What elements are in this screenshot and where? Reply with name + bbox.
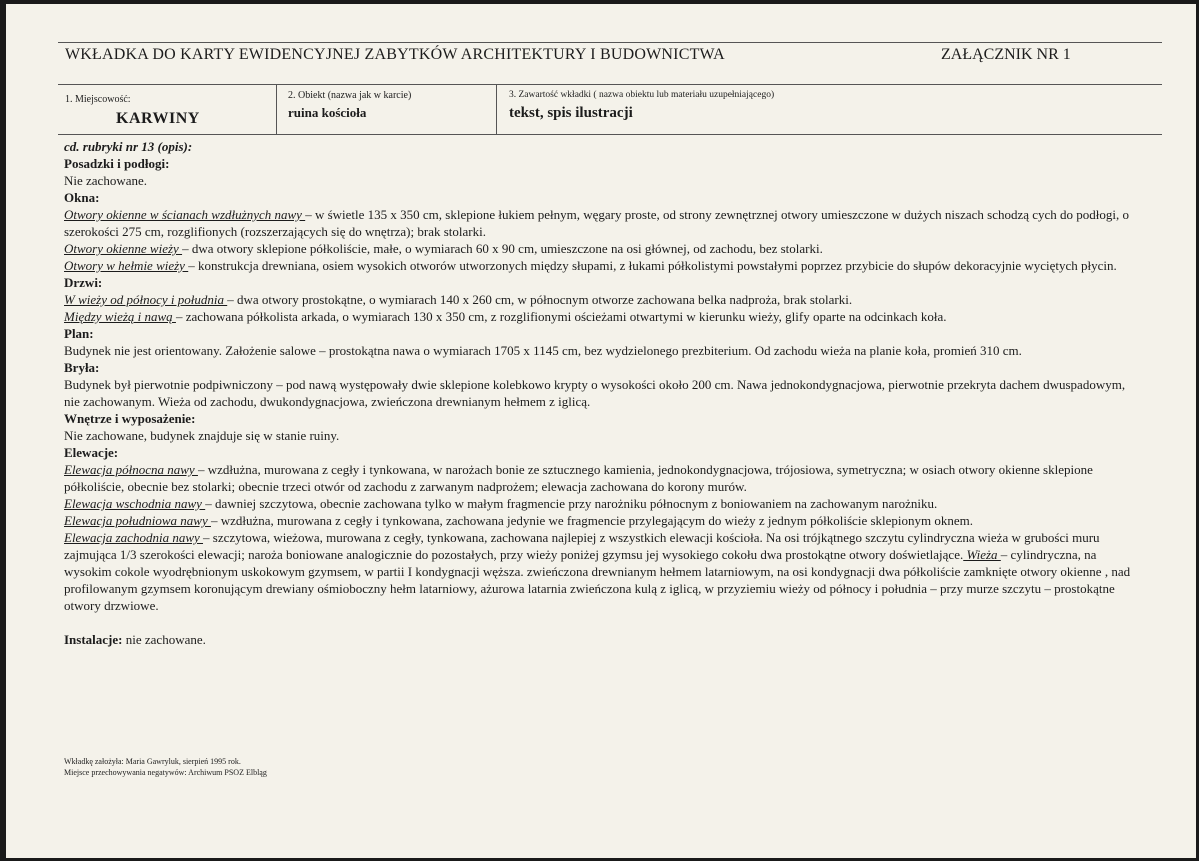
text-wnetrze: Nie zachowane, budynek znajduje się w stanie ruiny.	[64, 428, 340, 443]
fields-rule	[58, 134, 1162, 135]
field-divider-1	[276, 84, 277, 134]
field-1-label: 1. Miejscowość:	[65, 94, 131, 105]
footer-author: Wkładkę założyła: Maria Gawryluk, sierpień 1995 rok.	[64, 757, 241, 766]
field-2-value: ruina kościoła	[288, 105, 367, 120]
paragraph-instalacje: Instalacje: nie zachowane.	[64, 632, 206, 647]
attachment-number: ZAŁĄCZNIK NR 1	[941, 46, 1071, 63]
text-plan: Budynek nie jest orientowany. Założenie salowe – prostokątna nawa o wymiarach 1705 x 1145 cm, bez wydzielonego prezbiterium. Od zachodu wieża na planie koła, promień 310 cm.	[64, 343, 1022, 358]
field-divider-2	[496, 84, 497, 134]
field-3-label: 3. Zawartość wkładki ( nazwa obiektu lub materiału uzupełniającego)	[509, 90, 775, 100]
document-sheet	[6, 4, 1196, 858]
heading-bryla: Bryła:	[64, 360, 100, 375]
heading-okna: Okna:	[64, 190, 100, 205]
top-rule	[58, 42, 1162, 43]
paragraph-drzwi-2: Między wieżą i nawą – zachowana półkolista arkada, o wymiarach 130 x 350 cm, z rozglifionymi ościeżami otwartymi w kierunku wieży, glify oparte na odcinkach koła.	[64, 309, 947, 324]
paragraph-elewacja-3: Elewacja południowa nawy – wzdłużna, murowana z cegły i tynkowana, zachowana jedynie we fragmencie przylegającym do wieży z jednym półkoliście sklepionym oknem.	[64, 513, 974, 528]
section-intro: cd. rubryki nr 13 (opis):	[64, 139, 193, 154]
paragraph-okna-3: Otwory w hełmie wieży – konstrukcja drewniana, osiem wysokich otworów utworzonych między słupami, z łukami półkolistymi powstałymi poprzez przybicie do słupów dekoracyjnie wyciętych płycin.	[64, 258, 1117, 273]
text-bryla: Budynek był pierwotnie podpiwniczony – pod nawą występowały dwie sklepione kolebkowo krypty o wysokości około 200 cm. Nawa jednokondygnacjowa, pierwotnie przekryta dachem dwuspadowym, nie zachowanym. Wieża od zachodu, dwukondygnacjowa, zwieńczona drewnianym hełmem z iglicą.	[64, 377, 1126, 409]
field-3-value: tekst, spis ilustracji	[509, 105, 633, 121]
paragraph-okna-2: Otwory okienne wieży – dwa otwory sklepione półkoliście, małe, o wymiarach 60 x 90 cm, umieszczone na osi głównej, od zachodu, bez stolarki.	[64, 241, 823, 256]
paragraph-elewacja-4: Elewacja zachodnia nawy – szczytowa, wieżowa, murowana z cegły, tynkowana, zachowana najlepiej z wszystkich elewacji kościoła. Na osi trójkątnego szczytu cylindryczna wieża w grubości muru zajmująca 1/3 szerokości elewacji; naroża boniowane analogicznie do pozostałych, przy wieży poniżej gzymsu jej wysokiego cokołu dwa prostokątne otwory doświetlające. Wieża – cylindryczna, na wysokim cokole wyodrębnionym uskokowym gzymsem, w partii I kondygnacji węższa. zwieńczona drewnianym hełmem latarniowym, na osi kondygnacji dwa półkoliście zamknięte otwory okienne , nad profilowanym gzymsem koronującym drewiany ośmioboczny hełm latarniowy, ażurowa latarnia zwieńczona kulą z iglicą, w przyziemiu wieży od północy i południa – przy murze szczytu – prostokątne otwory drzwiowe.	[64, 530, 1131, 613]
text-posadzki: Nie zachowane.	[64, 173, 148, 188]
heading-drzwi: Drzwi:	[64, 275, 103, 290]
heading-wnetrze: Wnętrze i wyposażenie:	[64, 411, 196, 426]
paragraph-elewacja-2: Elewacja wschodnia nawy – dawniej szczytowa, obecnie zachowana tylko w małym fragmencie przy narożniku północnym z boniowaniem na zachowanym narożniku.	[64, 496, 938, 511]
field-1-value: KARWINY	[116, 110, 200, 127]
form-title: WKŁADKA DO KARTY EWIDENCYJNEJ ZABYTKÓW ARCHITEKTURY I BUDOWNICTWA	[65, 46, 725, 63]
heading-elewacje: Elewacje:	[64, 445, 119, 460]
header-rule	[58, 84, 1162, 85]
heading-posadzki: Posadzki i podłogi:	[64, 156, 170, 171]
paragraph-okna-1: Otwory okienne w ścianach wzdłużnych nawy – w świetle 135 x 350 cm, sklepione łukiem pełnym, węgary proste, od strony zewnętrznej otwory umieszczone w dużych niszach schodzą cych do podłogi, o szerokości 275 cm, rozglifionych (rozszerzających się do wnętrza); brak stolarki.	[64, 207, 1130, 239]
heading-plan: Plan:	[64, 326, 94, 341]
spacer	[64, 614, 1144, 631]
footer-notes	[64, 756, 267, 778]
description-body	[64, 138, 1144, 648]
paragraph-drzwi-1: W wieży od północy i południa – dwa otwory prostokątne, o wymiarach 140 x 260 cm, w północnym otworze zachowana belka nadproża, brak stolarki.	[64, 292, 853, 307]
paragraph-elewacja-1: Elewacja północna nawy – wzdłużna, murowana z cegły i tynkowana, w narożach bonie ze sztucznego kamienia, jednokondygnacjowa, trójosiowa, symetryczna; w osiach otwory okienne sklepione półkoliście, obecnie bez stolarki; obecnie trzeci otwór od zachodu z zarwanym nadprożem; elewacja zachowana do korony murów.	[64, 462, 1093, 494]
footer-archive: Miejsce przechowywania negatywów: Archiwum PSOZ Elbląg	[64, 768, 267, 777]
field-2-label: 2. Obiekt (nazwa jak w karcie)	[288, 90, 412, 101]
